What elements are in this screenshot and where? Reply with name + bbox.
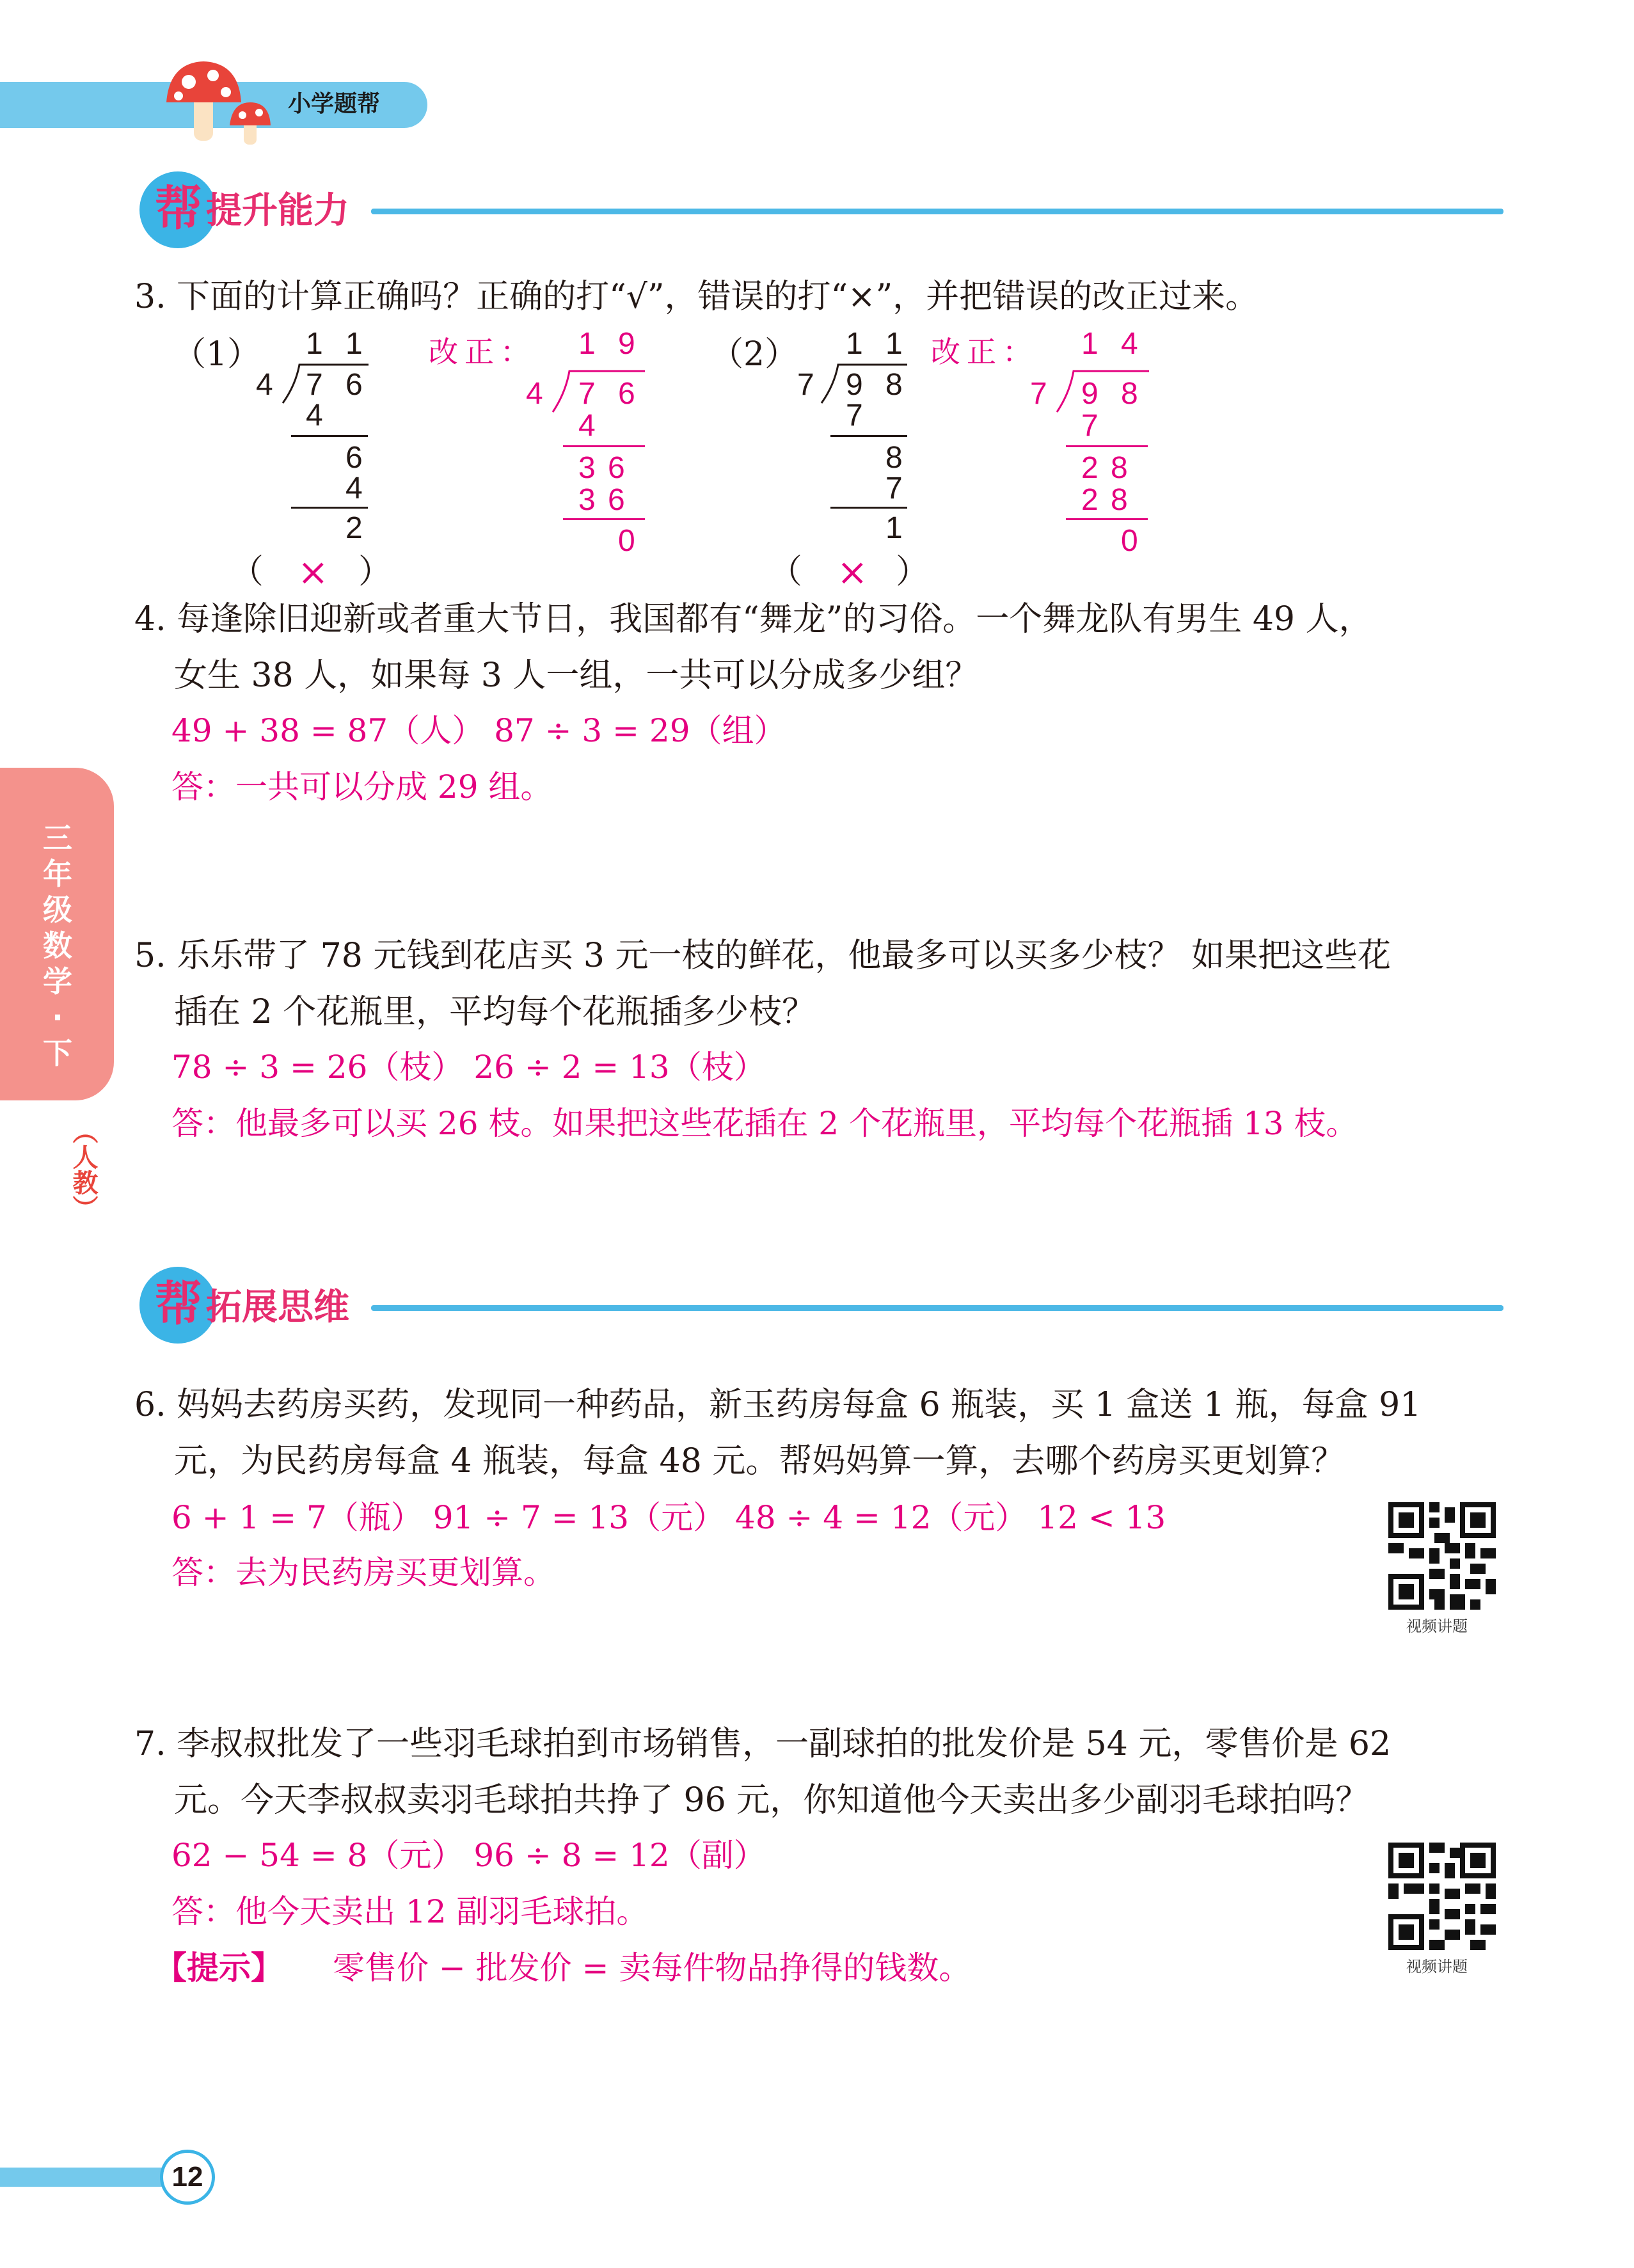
qr-label: 视频讲题	[1406, 1617, 1468, 1635]
question-4-calc: 49 + 38 = 87（人） 87 ÷ 3 = 29（组）	[171, 712, 786, 749]
q3-p1-judge-open: （	[230, 553, 264, 591]
q3-p1-rule	[291, 435, 368, 437]
section-badge-char: 帮	[155, 181, 202, 236]
qr-code-icon[interactable]	[1388, 1502, 1496, 1610]
q3-p1-step: 4	[345, 472, 363, 505]
q3-p2-fix-quotient-tens: 1	[1081, 327, 1099, 361]
page-number: 12	[160, 2150, 215, 2205]
question-3-text: 3. 下面的计算正确吗？正确的打“√”，错误的打“×”，并把错误的改正过来。	[134, 278, 1259, 316]
q3-part2-label: （2）	[710, 335, 798, 374]
question-6-answer: 答：去为民药房买更划算。	[171, 1554, 555, 1591]
section-divider	[371, 209, 1503, 214]
question-7-calc: 62 − 54 = 8（元） 96 ÷ 8 = 12（副）	[171, 1837, 766, 1874]
q3-p2-quotient-tens: 1	[846, 327, 863, 361]
question-5-line1: 5. 乐乐带了 78 元钱到花店买 3 元一枝的鲜花，他最多可以买多少枝？ 如果把这些花	[134, 937, 1392, 975]
q3-p2-fix-quotient-ones: 4	[1121, 327, 1138, 361]
q3-p2-step: 7	[885, 472, 903, 505]
q3-p2-fix-rule	[1066, 518, 1148, 520]
q3-p2-dividend-ones: 8	[885, 368, 903, 402]
q3-p1-fix-step: 3 6	[578, 451, 625, 485]
section-title-expand: 拓展思维	[206, 1287, 349, 1328]
q3-p1-rule	[291, 507, 368, 509]
q3-p2-rule	[830, 507, 907, 509]
q3-p1-dividend-tens: 7	[306, 368, 323, 402]
mushroom-icon	[163, 56, 285, 146]
q3-p1-fix-quotient-tens: 1	[578, 327, 596, 361]
q3-p2-fix-dividend-tens: 9	[1081, 377, 1099, 411]
q3-p1-fix-remainder: 0	[618, 524, 635, 558]
question-7-line1: 7. 李叔叔批发了一些羽毛球拍到市场销售，一副球拍的批发价是 54 元，零售价是 62	[134, 1725, 1392, 1763]
qr-label: 视频讲题	[1406, 1958, 1468, 1976]
q3-p1-fix-dividend-tens: 7	[578, 377, 596, 411]
question-6-calc: 6 + 1 = 7（瓶） 91 ÷ 7 = 13（元） 48 ÷ 4 = 12（元） 12 < 13	[171, 1499, 1166, 1536]
question-6-line1: 6. 妈妈去药房买药，发现同一种药品，新玉药房每盒 6 瓶装，买 1 盒送 1 瓶，每盒 91	[134, 1386, 1422, 1424]
q3-p1-fix-rule	[563, 518, 645, 520]
q3-p2-fix-step: 7	[1081, 409, 1099, 443]
question-4-line1: 4. 每逢除旧迎新或者重大节日，我国都有“舞龙”的习俗。一个舞龙队有男生 49 人，	[134, 600, 1372, 638]
q3-p1-remainder: 2	[345, 511, 363, 545]
brand-name: 小学题帮	[288, 91, 381, 117]
q3-p1-dividend-ones: 6	[345, 368, 363, 402]
q3-p1-step: 4	[306, 399, 323, 432]
qr-code-icon[interactable]	[1388, 1843, 1496, 1950]
q3-p1-divisor: 4	[256, 368, 273, 402]
q3-p2-fix-label: 改正：	[931, 335, 1038, 369]
question-4-line2: 女生 38 人，如果每 3 人一组，一共可以分成多少组？	[174, 656, 979, 695]
side-tab-grade: 三 年 级 数 学 · 下	[43, 821, 72, 1070]
q3-p1-step: 6	[345, 441, 363, 475]
q3-p1-fix-quotient-ones: 9	[618, 327, 635, 361]
question-7-hint-label: 【提示】	[155, 1949, 283, 1986]
q3-p1-judge-mark: ×	[297, 550, 329, 594]
q3-p2-fix-rule	[1066, 445, 1148, 447]
question-5-line2: 插在 2 个花瓶里，平均每个花瓶插多少枝？	[174, 993, 816, 1031]
question-6-line2: 元，为民药房每盒 4 瓶装，每盒 48 元。帮妈妈算一算，去哪个药房买更划算？	[174, 1442, 1345, 1480]
q3-p1-quotient-ones: 1	[345, 327, 363, 361]
q3-p1-fix-divisor: 4	[526, 377, 543, 411]
q3-p1-fix-step: 4	[578, 409, 596, 443]
q3-p2-judge-open: （	[769, 553, 803, 591]
section-title-improve: 提升能力	[206, 190, 349, 232]
question-5-answer: 答：他最多可以买 26 枝。如果把这些花插在 2 个花瓶里，平均每个花瓶插 13 枝。	[171, 1105, 1358, 1142]
q3-p2-fix-divisor: 7	[1030, 377, 1047, 411]
section-divider	[371, 1305, 1503, 1311]
q3-p2-step: 8	[885, 441, 903, 475]
side-tab-edition: （人教）	[68, 1118, 98, 1221]
q3-p2-remainder: 1	[885, 511, 903, 545]
q3-p2-step: 7	[846, 399, 863, 432]
q3-p2-fix-remainder: 0	[1121, 524, 1138, 558]
q3-p1-judge-close: ）	[358, 553, 392, 591]
question-4-answer: 答：一共可以分成 29 组。	[171, 768, 553, 805]
question-7-hint: 零售价 − 批发价 = 卖每件物品挣得的钱数。	[333, 1949, 971, 1986]
q3-p1-fix-label: 改正：	[429, 335, 536, 369]
q3-p2-rule	[830, 435, 907, 437]
q3-p1-quotient-tens: 1	[306, 327, 323, 361]
q3-p2-fix-dividend-ones: 8	[1121, 377, 1138, 411]
q3-p2-fix-step: 2 8	[1081, 451, 1128, 485]
q3-p2-dividend-tens: 9	[846, 368, 863, 402]
question-7-answer: 答：他今天卖出 12 副羽毛球拍。	[171, 1893, 649, 1930]
section-badge-char: 帮	[155, 1276, 202, 1331]
q3-p2-judge-close: ）	[896, 553, 930, 591]
q3-p2-fix-step: 2 8	[1081, 483, 1128, 517]
question-7-line2: 元。今天李叔叔卖羽毛球拍共挣了 96 元，你知道他今天卖出多少副羽毛球拍吗？	[174, 1781, 1369, 1820]
q3-p2-divisor: 7	[797, 368, 814, 402]
q3-part1-label: （1）	[173, 335, 261, 374]
q3-p1-fix-rule	[563, 445, 645, 447]
q3-p1-fix-step: 3 6	[578, 483, 625, 517]
question-5-calc: 78 ÷ 3 = 26（枝） 26 ÷ 2 = 13（枝）	[171, 1049, 766, 1086]
q3-p1-fix-dividend-ones: 6	[618, 377, 635, 411]
q3-p2-judge-mark: ×	[837, 550, 868, 594]
q3-p2-quotient-ones: 1	[885, 327, 903, 361]
